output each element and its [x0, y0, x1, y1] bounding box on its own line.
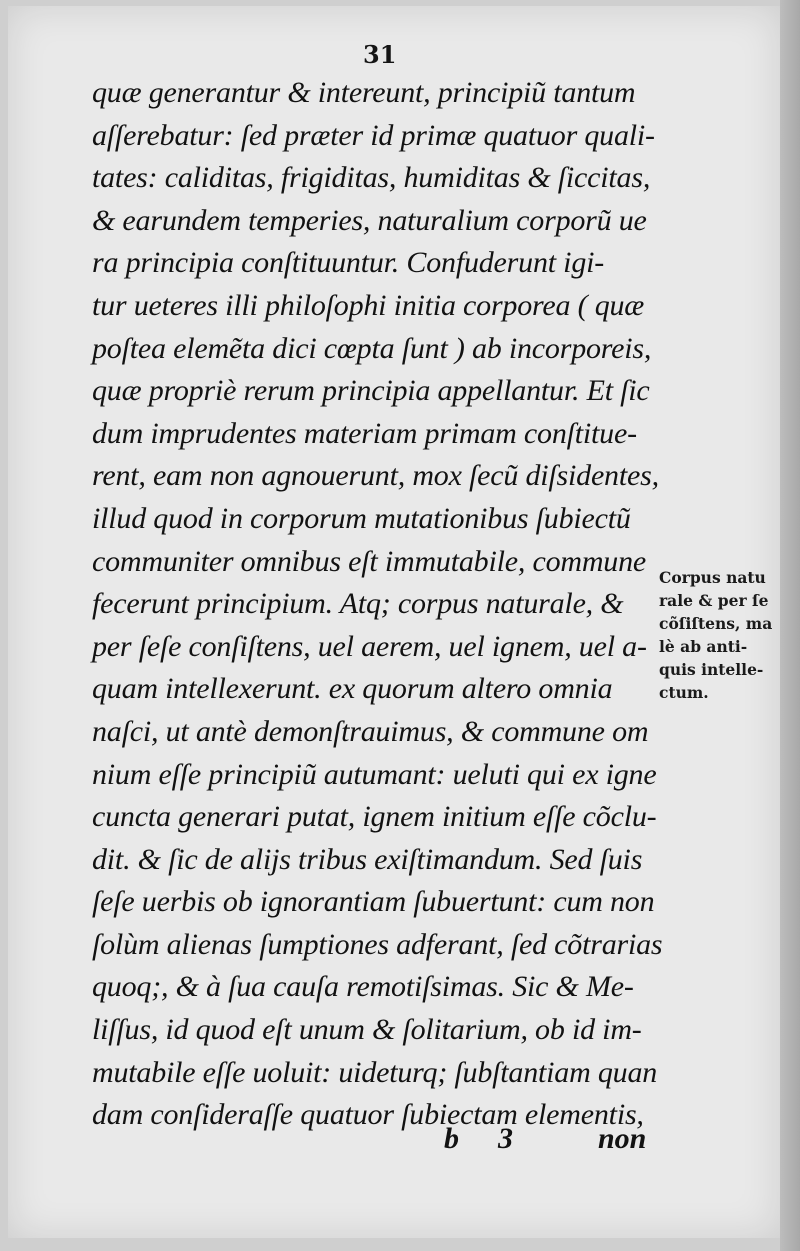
margin-note-line: cõſiſtens, ma [659, 614, 773, 633]
catchword: non [598, 1122, 647, 1155]
margin-note [659, 566, 789, 704]
margin-note-line: ctum. [659, 683, 709, 702]
text-line: cuncta generari putat, ignem initium eſſe cõclu- [92, 800, 657, 834]
text-line: illud quod in corporum mutationibus ſubiectũ [92, 501, 631, 535]
text-line: dit. & ſic de alijs tribus exiſtimandum. Sed ſuis [92, 842, 643, 876]
text-line: & earundem temperies, naturalium corporũ ue [92, 203, 647, 237]
text-line: poſtea elemẽta dici cœpta ſunt ) ab incorporeis, [92, 331, 652, 365]
margin-note-line: lè ab anti- [659, 637, 748, 656]
text-line: nium eſſe principiũ autumant: ueluti qui ex igne [92, 757, 657, 791]
margin-note-line: rale & per ſe [659, 591, 769, 610]
text-line: fecerunt principium. Atq; corpus naturale, & [92, 587, 624, 621]
text-line: quæ generantur & intereunt, principiũ tantum [92, 76, 636, 109]
text-line: ſeſe uerbis ob ignorantiam ſubuertunt: cum non [92, 885, 655, 919]
text-line: quoq;, & à ſua cauſa remotiſsimas. Sic & Me- [92, 970, 634, 1004]
page-number: 31 [363, 40, 397, 69]
leaf-number: 3 [498, 1122, 513, 1155]
text-line: per ſeſe conſiſtens, uel aerem, uel ignem, uel a- [92, 629, 647, 663]
text-line: naſci, ut antè demonſtrauimus, & commune om [92, 714, 649, 748]
text-line: ra principia conſtituuntur. Confuderunt igi- [92, 246, 605, 280]
text-line: quam intellexerunt. ex quorum altero omnia [92, 672, 613, 706]
signature-mark: b [444, 1122, 459, 1155]
margin-note-line: quis intelle- [659, 660, 764, 679]
margin-note-line: Corpus natu [659, 568, 766, 587]
text-line: ſolùm alienas ſumptiones adferant, ſed cõtrarias [92, 927, 663, 961]
text-line: mutabile eſſe uoluit: uideturq; ſubſtantiam quan [92, 1055, 658, 1089]
text-line: tates: caliditas, frigiditas, humiditas & ſiccitas, [92, 161, 651, 195]
text-line: dam conſideraſſe quatuor ſubiectam elementis, [92, 1098, 644, 1132]
body-text [92, 72, 663, 1137]
text-line: communiter omnibus eſt immutabile, commune [92, 544, 647, 578]
text-line: dum imprudentes materiam primam conſtitue- [92, 416, 637, 450]
text-line: rent, eam non agnouerunt, mox ſecũ diſsidentes, [92, 459, 659, 493]
text-line: liſſus, id quod eſt unum & ſolitarium, ob id im- [92, 1013, 642, 1047]
text-line: tur ueteres illi philoſophi initia corporea ( quæ [92, 288, 645, 322]
text-line: aſſerebatur: ſed præter id primæ quatuor quali- [92, 118, 655, 152]
text-line: quæ propriè rerum principia appellantur. Et ſic [92, 374, 650, 408]
